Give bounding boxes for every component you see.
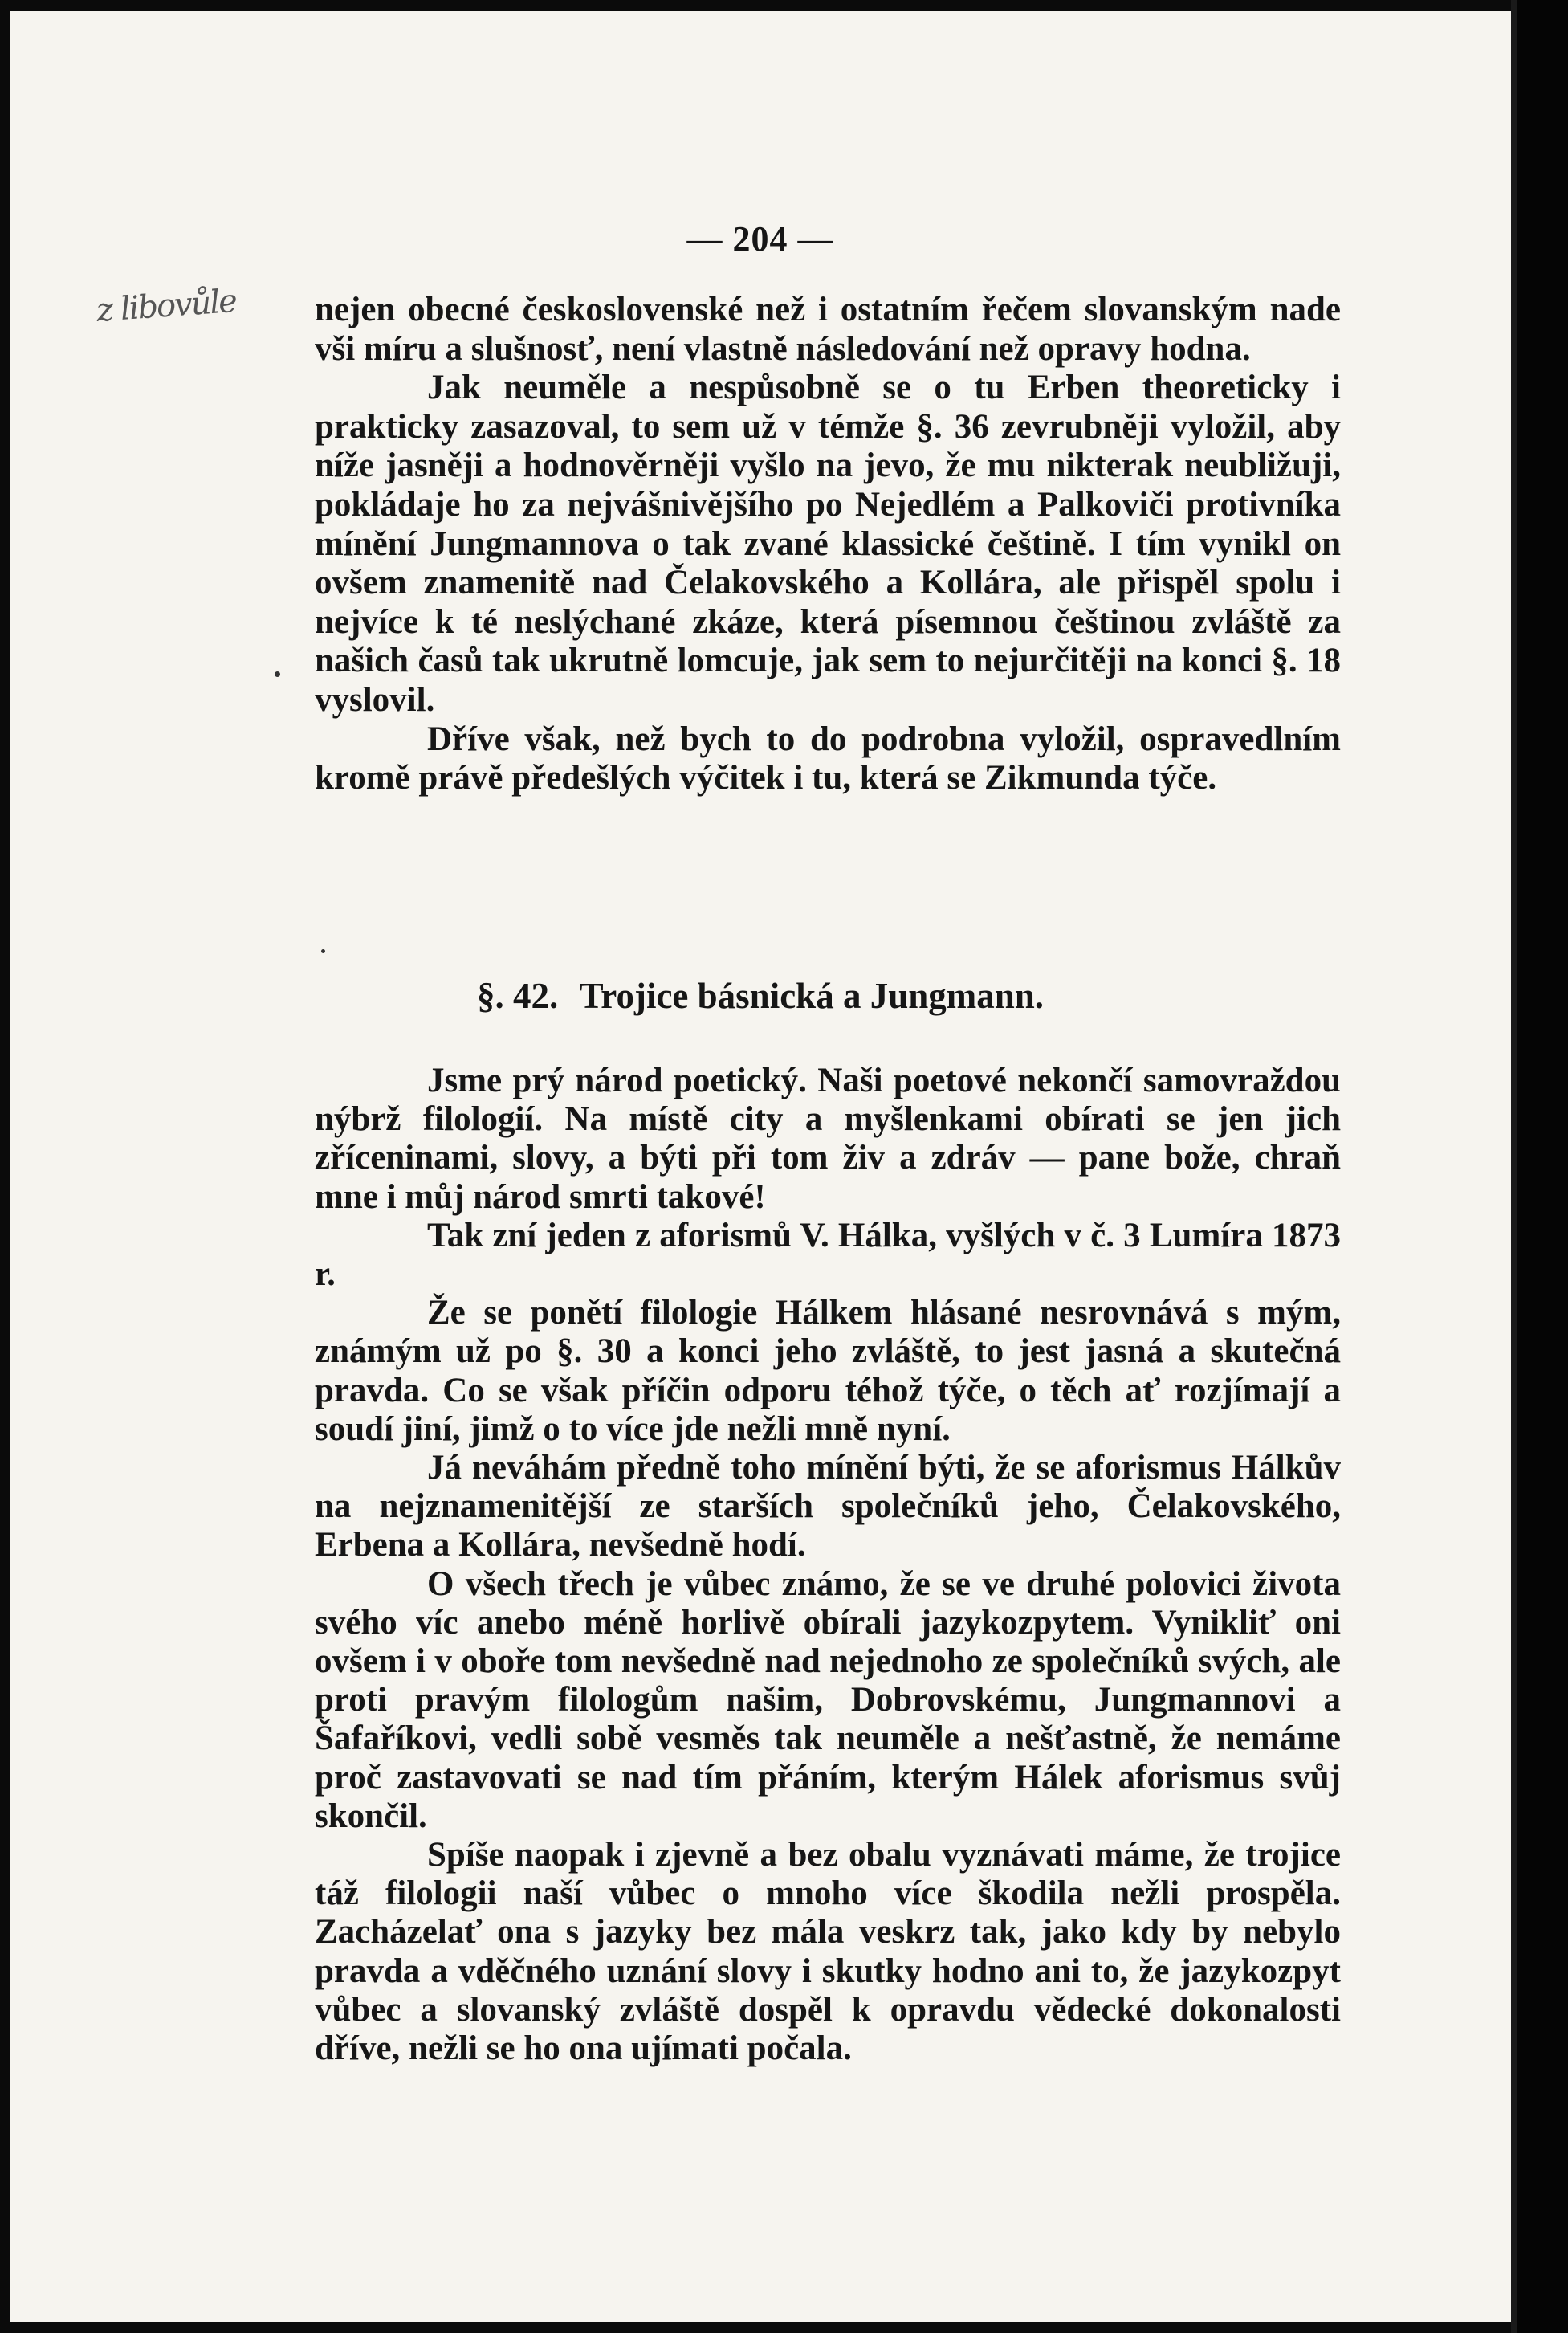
paragraph: Tak zní jeden z aforismů V. Hálka, vyšlých v č. 3 Lumíra 1873 r. [315,1216,1341,1294]
section-number: §. 42. [476,976,559,1016]
page-edge [1511,0,1517,2333]
paragraph: Já neváhám předně toho mínění býti, že se aforismus Hálkův na nejznamenitější ze starších společníků jeho, Čelakovského, Erbena a Kollára, nevšedně hodí. [315,1449,1341,1564]
handwritten-margin-note: z libovůle [95,282,238,330]
margin-dot [275,671,280,677]
intro-text [315,291,1341,798]
section-body [315,1062,1341,2068]
section-title: Trojice básnická a Jungmann. [579,976,1045,1016]
book-page [10,11,1511,2322]
paragraph: O všech třech je vůbec známo, že se ve druhé polovici života svého víc anebo méně horlivě obírali jazykozpytem. Vynikliť oni ovšem i v oboře tom nevšedně nad nejednoho ze společníků svých, ale proti pravým filologům našim, Dobrovskému, Jungmannovi a Šafaříkovi, vedli sobě vesměs tak neuměle a nešťastně, že nemáme proč zastavovati se nad tím přáním, kterým Hálek aforismus svůj skončil. [315,1564,1341,1835]
paragraph: Dříve však, než bych to do podrobna vyložil, ospravedlním kromě právě předešlých výčitek i tu, která se Zikmunda týče. [315,720,1341,797]
paragraph: nejen obecné československé než i ostatním řečem slovanským nade vši míru a slušnosť, není vlastně následování než opravy hodna. [315,291,1341,368]
margin-dot [321,949,325,953]
paragraph: Jak neuměle a nespůsobně se o tu Erben theoreticky i prakticky zasazoval, to sem už v témže §. 36 zevrubněji vyložil, aby níže jasněji a hodnověrněji vyšlo na jevo, že mu nikterak neubližuji, pokládaje ho za nejvášnivějšího po Nejedlém a Palkoviči protivníka mínění Jungmannova o tak zvané klassické češtině. I tím vynikl on ovšem znamenitě nad Čelakovského a Kollára, ale přispěl spolu i nejvíce k té neslýchané zkáze, která písemnou češtinou zvláště za našich časů tak ukrutně lomcuje, jak sem to nejurčitěji na konci §. 18 vyslovil. [315,369,1341,719]
paragraph: Jsme prý národ poetický. Naši poetové nekončí samovraždou nýbrž filologií. Na místě city a myšlenkami obírati se jen jich zříceninami, slovy, a býti při tom živ a zdráv — pane bože, chraň mne i můj národ smrti takové! [315,1062,1341,1216]
paragraph: Spíše naopak i zjevně a bez obalu vyznávati máme, že trojice táž filologii naší vůbec o mnoho více škodila nežli prospěla. Zacházelať ona s jazyky bez mála veskrz tak, jako kdy by nebylo pravda a vděčného uznání slovy i skutky hodno ani to, že jazykozpyt vůbec a slovanský zvláště dospěl k opravdu vědecké dokonalosti dříve, nežli se ho ona ujímati počala. [315,1836,1341,2068]
scan-border [1517,0,1568,2333]
paragraph: Že se ponětí filologie Hálkem hlásané nesrovnává s mým, známým už po §. 30 a konci jeho zvláště, to jest jasná a skutečná pravda. Co se však příčin odporu téhož týče, o těch ať rozjímají a soudí jiní, jimž o to více jde nežli mně nyní. [315,1294,1341,1448]
section-heading [10,975,1511,1017]
page-number: — 204 — [686,219,834,259]
